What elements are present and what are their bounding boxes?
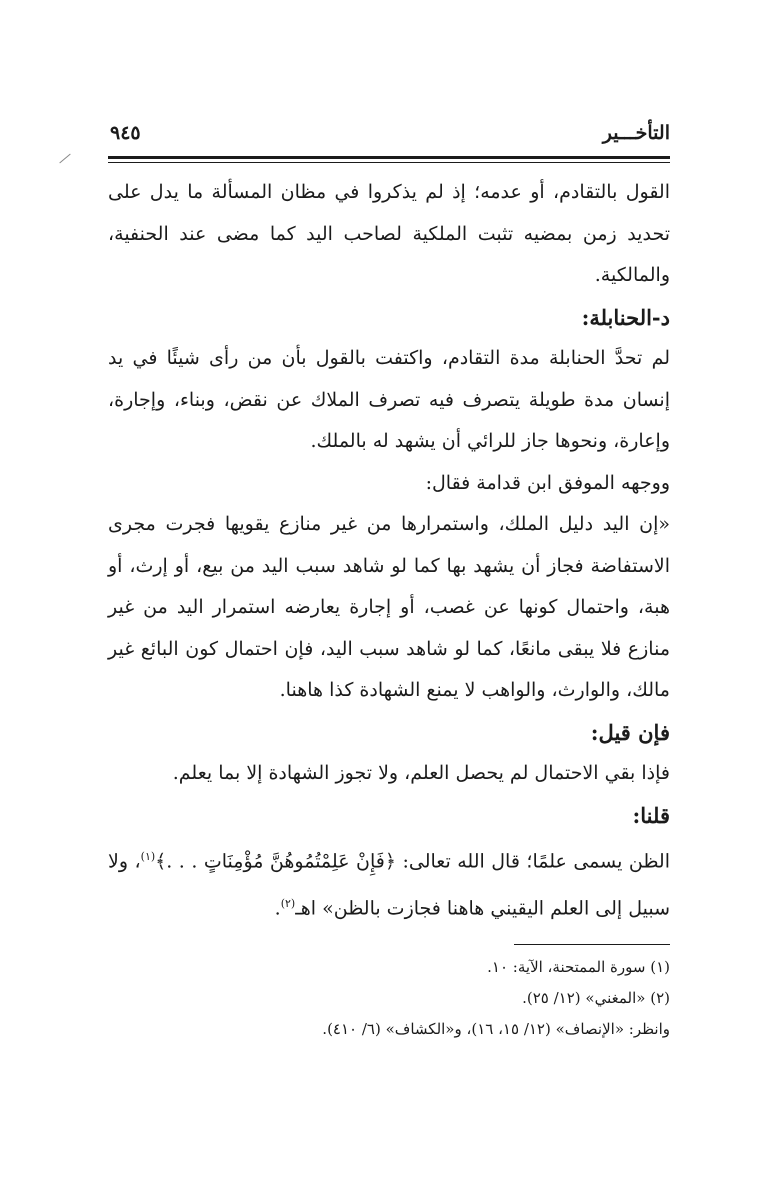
label-in-qil: فإن قيل:	[590, 719, 670, 745]
paragraph-4-quote: «إن اليد دليل الملك، واستمرارها من غير منازع يقويها فجرت مجرى الاستفاضة فجاز أن يشهد بها كما لو شاهد سبب اليد من بيع، أو إرث، أو هبة، واحتمال كونها عن غصب، أو إجارة يعارضه استمرار اليد من غير منازع فلا يبقى مانعًا، كما لو شاهد سبب اليد، فإن احتمال كون البائع غير مالك، والوارث، والواهب لا يمنع الشهادة كذا هاهنا.	[108, 513, 670, 701]
paragraph-6	[108, 836, 670, 930]
footnote-rule	[514, 944, 670, 945]
paragraph-6-part-a: الظن يسمى علمًا؛ قال الله تعالى: ﴿فَإِنْ عَلِمْتُمُوهُنَّ مُؤْمِنَاتٍ . . .﴾	[155, 850, 670, 873]
footnote-ref-1: (١)	[140, 850, 156, 863]
body-text	[108, 172, 670, 930]
footnotes	[108, 952, 670, 1045]
page-header	[110, 122, 670, 150]
paragraph-3: ووجهه الموفق ابن قدامة فقال:	[425, 471, 670, 494]
paragraph-2: لم تحدَّ الحنابلة مدة التقادم، واكتفت بالقول بأن من رأى شيئًا في يد إنسان مدة طويلة يتصرف فيه تصرف الملاك عن نقض، وبناء، وإجارة، وإعارة، ونحوها جاز للرائي أن يشهد له بالملك.	[108, 347, 670, 452]
footnote-2: (٢) «المغني» (١٢/ ٢٥).	[522, 989, 670, 1007]
section-heading-hanabila: د-الحنابلة:	[581, 304, 670, 330]
margin-mark	[59, 154, 70, 164]
paragraph-5: فإذا بقي الاحتمال لم يحصل العلم، ولا تجوز الشهادة إلا بما يعلم.	[172, 762, 670, 784]
paragraph-1: القول بالتقادم، أو عدمه؛ إذ لم يذكروا في مظان المسألة ما يدل على تحديد زمن بمضيه تثبت الملكية لصاحب اليد كما مضى عند الحنفية، والمالكية.	[108, 181, 670, 286]
footnote-ref-2: (٢)	[280, 896, 296, 910]
footnote-1: (١) سورة الممتحنة، الآية: ١٠.	[487, 958, 670, 976]
header-rule-thin	[108, 162, 670, 163]
footnote-see-also: وانظر: «الإنصاف» (١٢/ ١٥، ١٦)، و«الكشاف» (٦/ ٤١٠).	[322, 1020, 670, 1038]
header-rule-thick	[108, 156, 670, 159]
paragraph-6-part-b: ، ولا سبيل إلى العلم اليقيني هاهنا فجازت بالظن» اهـ	[108, 850, 670, 920]
page-number: ٩٤٥	[110, 122, 141, 144]
label-qulna: قلنا:	[632, 802, 670, 828]
paragraph-6-end: .	[274, 897, 281, 920]
running-title: التأخـــير	[602, 122, 670, 144]
